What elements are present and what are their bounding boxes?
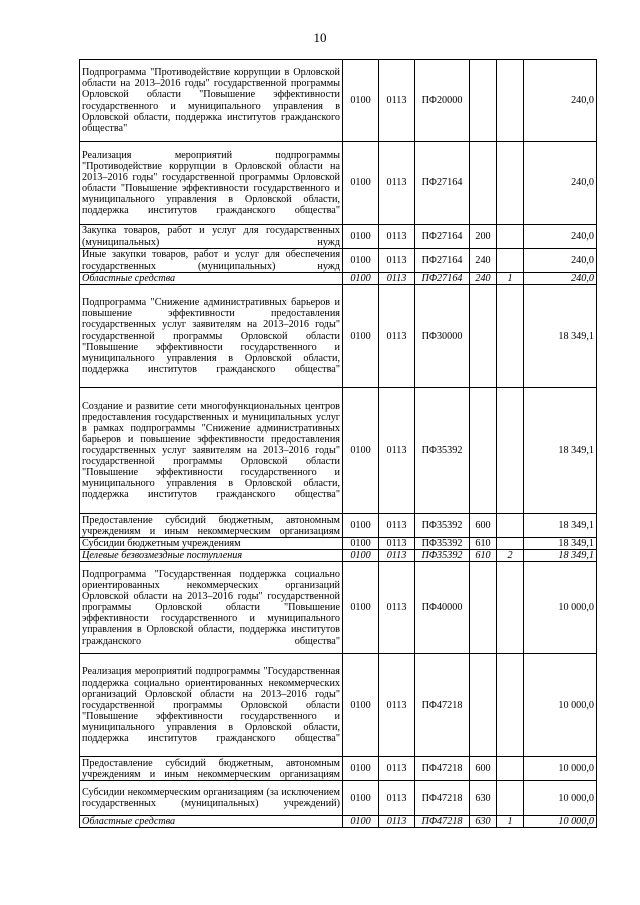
row-name: Закупка товаров, работ и услуг для государственных (муниципальных) нужд: [80, 225, 343, 249]
row-name: Субсидии некоммерческим организациям (за исключением государственных (муниципальных) учреждений): [80, 781, 343, 816]
row-name: Предоставление субсидий бюджетным, автономным учреждениям и иным некоммерческим организациям: [80, 514, 343, 538]
row-funding-source: [497, 654, 524, 757]
row-section-code: 0100: [343, 781, 379, 816]
row-target-article: ПФ47218: [415, 757, 470, 781]
row-amount: 240,0: [524, 142, 597, 225]
row-name: Предоставление субсидий бюджетным, автономным учреждениям и иным некоммерческим организациям: [80, 757, 343, 781]
row-target-article: ПФ47218: [415, 781, 470, 816]
row-name: Целевые безвозмездные поступления: [80, 550, 343, 562]
row-name: Подпрограмма "Противодействие коррупции в Орловской области на 2013–2016 годы" государственной программы Орловской области "Повышение эффективности государственного и муниципального управления в Орловской области, поддержка институтов гражданского общества": [80, 60, 343, 142]
table-row: [80, 816, 597, 828]
row-subsection-code: 0113: [379, 562, 415, 654]
row-section-code: 0100: [343, 514, 379, 538]
row-name: Создание и развитие сети многофункциональных центров предоставления государственных и муниципальных услуг в рамках подпрограммы "Снижение административных барьеров и повышение эффективности предоставления государственных услуг заявителям на 2013–2016 годы" государственной программы Орловской области "Повышение эффективности государственного и муниципального управления в Орловской области, поддержка институтов гражданского общества": [80, 388, 343, 514]
row-name: Областные средства: [80, 816, 343, 828]
row-target-article: ПФ20000: [415, 60, 470, 142]
row-funding-source: [497, 781, 524, 816]
row-amount: 240,0: [524, 225, 597, 249]
row-subsection-code: 0113: [379, 249, 415, 273]
row-target-article: ПФ35392: [415, 538, 470, 550]
row-funding-source: [497, 225, 524, 249]
row-expense-type: 630: [470, 781, 497, 816]
row-subsection-code: 0113: [379, 225, 415, 249]
row-funding-source: [497, 60, 524, 142]
table-row: [80, 142, 597, 225]
row-expense-type: 600: [470, 757, 497, 781]
row-funding-source: 2: [497, 550, 524, 562]
row-amount: 240,0: [524, 273, 597, 285]
row-expense-type: 610: [470, 550, 497, 562]
row-section-code: 0100: [343, 388, 379, 514]
row-funding-source: [497, 514, 524, 538]
row-subsection-code: 0113: [379, 388, 415, 514]
row-funding-source: [497, 388, 524, 514]
table-row: [80, 249, 597, 273]
row-section-code: 0100: [343, 550, 379, 562]
row-expense-type: [470, 285, 497, 388]
table-row: [80, 654, 597, 757]
row-target-article: ПФ47218: [415, 654, 470, 757]
row-expense-type: [470, 654, 497, 757]
row-subsection-code: 0113: [379, 654, 415, 757]
row-subsection-code: 0113: [379, 816, 415, 828]
row-target-article: ПФ35392: [415, 550, 470, 562]
row-expense-type: 630: [470, 816, 497, 828]
row-target-article: ПФ30000: [415, 285, 470, 388]
row-target-article: ПФ47218: [415, 816, 470, 828]
table-row: [80, 388, 597, 514]
row-amount: 240,0: [524, 60, 597, 142]
row-section-code: 0100: [343, 225, 379, 249]
row-target-article: ПФ27164: [415, 225, 470, 249]
table-row: [80, 60, 597, 142]
budget-table: [79, 59, 597, 828]
table-row: [80, 225, 597, 249]
row-amount: 10 000,0: [524, 562, 597, 654]
row-amount: 18 349,1: [524, 388, 597, 514]
row-subsection-code: 0113: [379, 273, 415, 285]
row-subsection-code: 0113: [379, 514, 415, 538]
row-subsection-code: 0113: [379, 538, 415, 550]
table-row: [80, 538, 597, 550]
row-funding-source: [497, 285, 524, 388]
row-amount: 18 349,1: [524, 285, 597, 388]
row-funding-source: 1: [497, 273, 524, 285]
row-target-article: ПФ27164: [415, 249, 470, 273]
table-row: [80, 273, 597, 285]
row-section-code: 0100: [343, 757, 379, 781]
row-name: Реализация мероприятий подпрограммы "Противодействие коррупции в Орловской области на 2013–2016 годы" государственной программы Орловской области "Повышение эффективности государственного и муниципального управления в Орловской области, поддержка институтов гражданского общества": [80, 142, 343, 225]
row-expense-type: 610: [470, 538, 497, 550]
row-name: Субсидии бюджетным учреждениям: [80, 538, 343, 550]
row-funding-source: [497, 538, 524, 550]
row-subsection-code: 0113: [379, 550, 415, 562]
row-expense-type: [470, 60, 497, 142]
row-target-article: ПФ35392: [415, 514, 470, 538]
budget-table-body: [80, 60, 597, 828]
row-funding-source: [497, 757, 524, 781]
row-subsection-code: 0113: [379, 757, 415, 781]
row-expense-type: 240: [470, 249, 497, 273]
row-funding-source: [497, 249, 524, 273]
row-amount: 18 349,1: [524, 538, 597, 550]
row-expense-type: 600: [470, 514, 497, 538]
row-subsection-code: 0113: [379, 285, 415, 388]
row-name: Областные средства: [80, 273, 343, 285]
row-section-code: 0100: [343, 654, 379, 757]
row-amount: 10 000,0: [524, 654, 597, 757]
row-section-code: 0100: [343, 273, 379, 285]
row-target-article: ПФ27164: [415, 273, 470, 285]
row-amount: 10 000,0: [524, 757, 597, 781]
row-expense-type: [470, 142, 497, 225]
row-section-code: 0100: [343, 562, 379, 654]
row-name: Подпрограмма "Снижение административных барьеров и повышение эффективности предоставления государственных услуг заявителям на 2013–2016 годы" государственной программы Орловской области "Повышение эффективности государственного и муниципального управления в Орловской области, поддержка институтов гражданского общества": [80, 285, 343, 388]
row-section-code: 0100: [343, 538, 379, 550]
row-amount: 10 000,0: [524, 781, 597, 816]
row-expense-type: [470, 388, 497, 514]
row-name: Иные закупки товаров, работ и услуг для обеспечения государственных (муниципальных) нужд: [80, 249, 343, 273]
row-expense-type: 200: [470, 225, 497, 249]
table-row: [80, 562, 597, 654]
row-name: Подпрограмма "Государственная поддержка социально ориентированных некоммерческих организаций Орловской области на 2013–2016 годы" государственной программы Орловской области "Повышение эффективности государственного и муниципального управления в Орловской области, поддержка институтов гражданского общества": [80, 562, 343, 654]
row-funding-source: [497, 562, 524, 654]
row-section-code: 0100: [343, 60, 379, 142]
row-target-article: ПФ40000: [415, 562, 470, 654]
row-name: Реализация мероприятий подпрограммы "Государственная поддержка социально ориентированных некоммерческих организаций Орловской области на 2013–2016 годы" государственной программы Орловской области "Повышение эффективности государственного и муниципального управления в Орловской области, поддержка институтов гражданского общества": [80, 654, 343, 757]
table-row: [80, 757, 597, 781]
row-amount: 18 349,1: [524, 514, 597, 538]
table-row: [80, 781, 597, 816]
table-row: [80, 514, 597, 538]
row-amount: 18 349,1: [524, 550, 597, 562]
row-section-code: 0100: [343, 249, 379, 273]
row-section-code: 0100: [343, 285, 379, 388]
row-target-article: ПФ35392: [415, 388, 470, 514]
row-expense-type: 240: [470, 273, 497, 285]
row-subsection-code: 0113: [379, 142, 415, 225]
row-amount: 10 000,0: [524, 816, 597, 828]
row-amount: 240,0: [524, 249, 597, 273]
row-subsection-code: 0113: [379, 781, 415, 816]
row-target-article: ПФ27164: [415, 142, 470, 225]
row-funding-source: 1: [497, 816, 524, 828]
table-row: [80, 285, 597, 388]
row-section-code: 0100: [343, 816, 379, 828]
row-subsection-code: 0113: [379, 60, 415, 142]
row-funding-source: [497, 142, 524, 225]
row-expense-type: [470, 562, 497, 654]
page-number: 10: [313, 30, 327, 45]
row-section-code: 0100: [343, 142, 379, 225]
table-row: [80, 550, 597, 562]
